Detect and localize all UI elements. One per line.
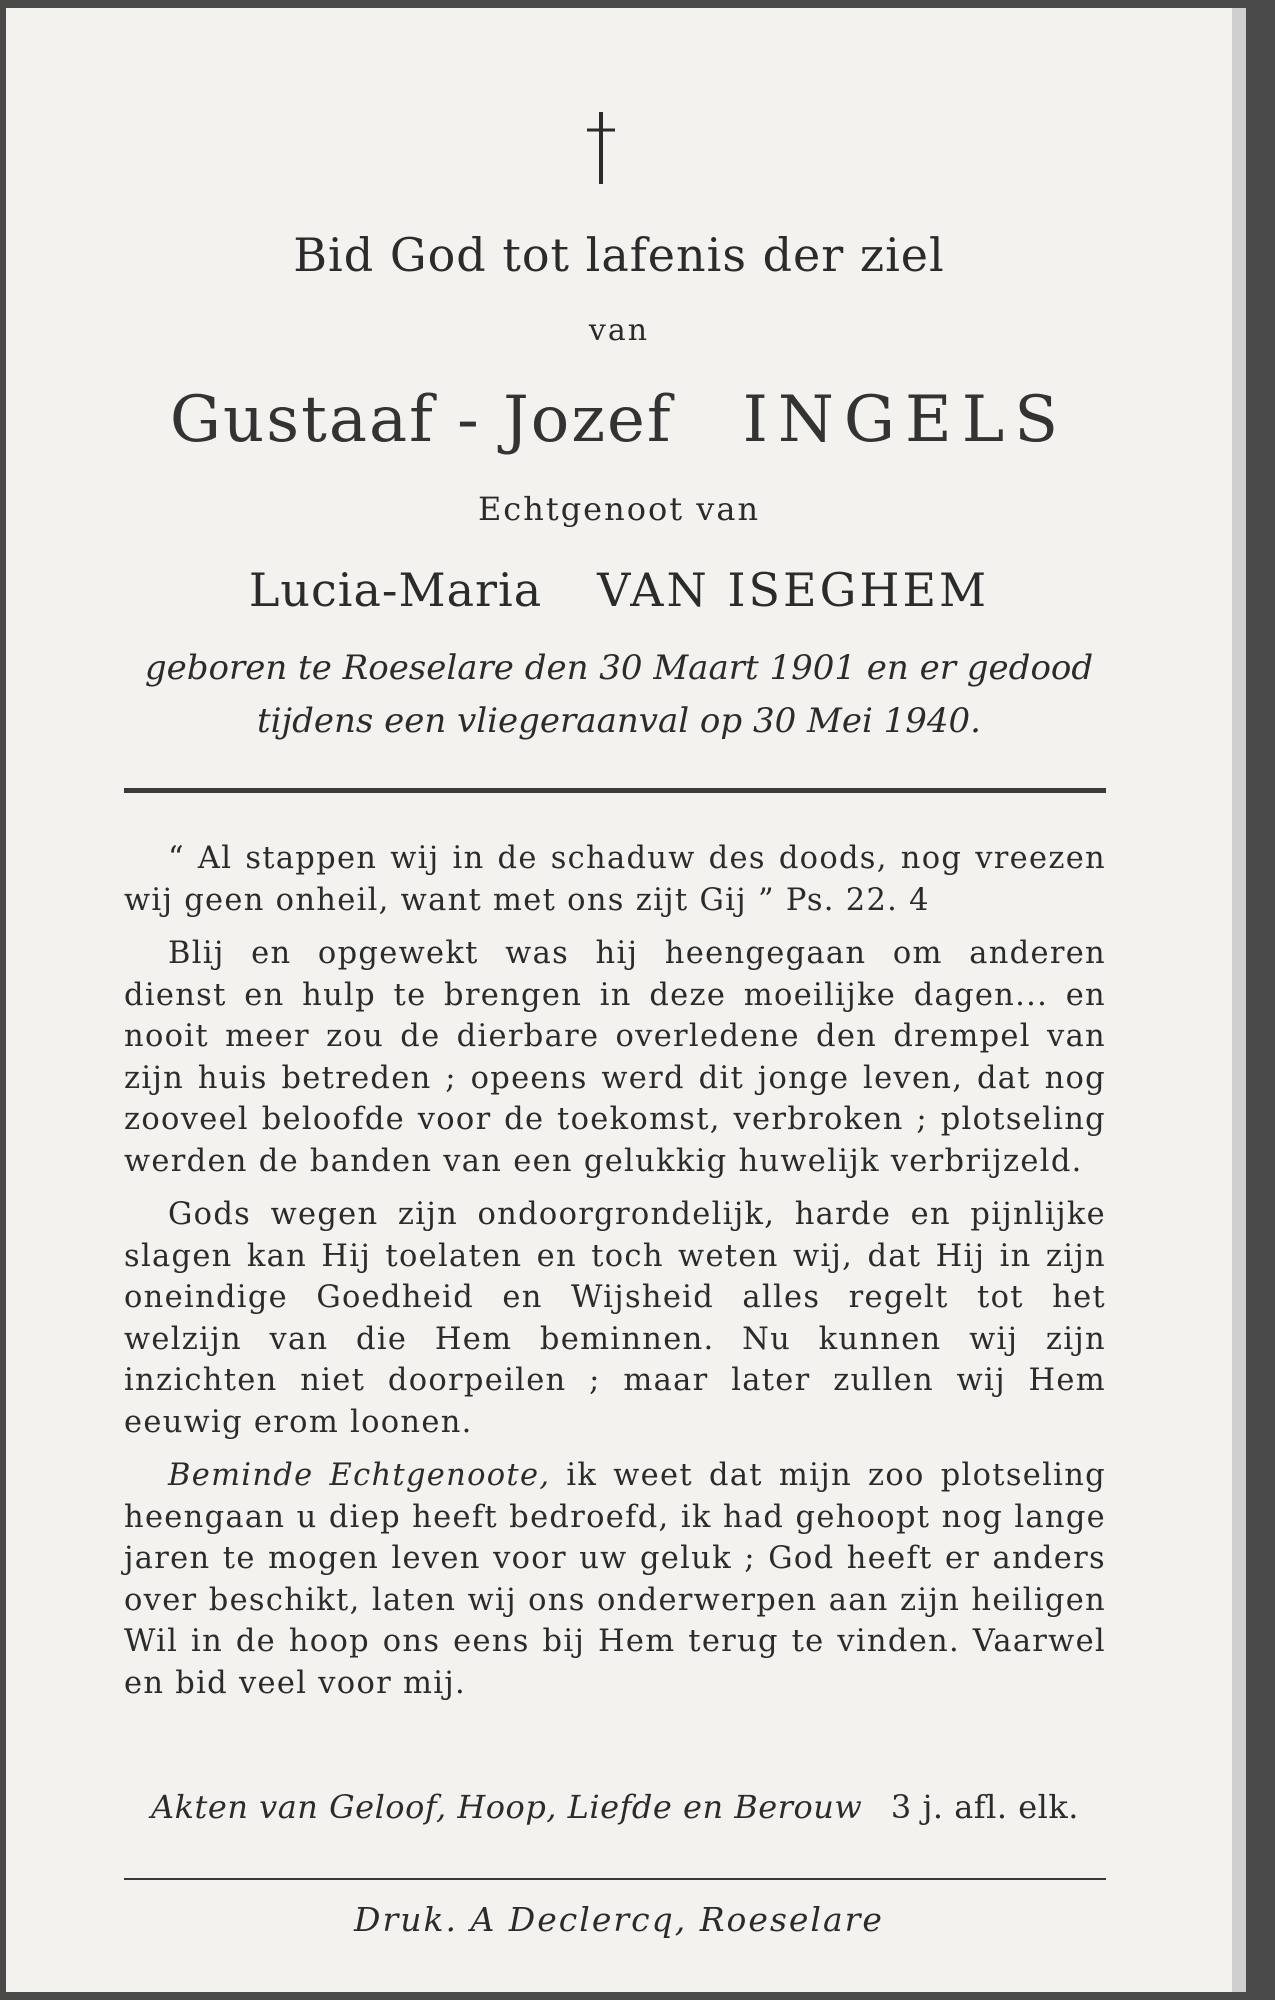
spouse-first-name: Lucia-Maria: [248, 563, 543, 617]
paragraph-2: Gods wegen zijn ondoorgrondelijk, harde en pijnlijke slagen kan Hij toelaten en toch weten wij, dat Hij in zijn oneindige Goedheid en Wijsheid alles regelt tot het welzijn van die Hem beminnen. Nu kunnen wij zijn inzichten niet doorpeilen ; maar later zullen wij Hem eeuwig erom loonen.: [124, 1197, 1106, 1440]
spouse-label: Echtgenoot van: [477, 490, 761, 528]
paragraph-3-rest: ik weet dat mijn zoo plotseling heengaan u diep heeft bedroefd, ik had gehoopt nog lange jaren te mogen leven voor uw geluk ; God heeft er anders over beschikt, laten wij ons onderwerpen aan zijn heiligen Wil in de hoop ons eens bij Hem terug te vinden. Vaarwel en bid veel voor mij.: [124, 1458, 1106, 1701]
spouse-surname: VAN ISEGHEM: [597, 563, 990, 617]
spouse-name: [6, 563, 1232, 617]
paragraph-3: [124, 1455, 1106, 1704]
printer-credit: Druk. A Declercq, Roeselare: [354, 1900, 884, 1939]
van-label: van: [588, 313, 650, 348]
indulgence-acts: Akten van Geloof, Hoop, Liefde en Berouw: [151, 1788, 863, 1826]
psalm-quote: “ Al stappen wij in de schaduw des doods, nog vreezen wij geen onheil, want met ons zijt Gij ” Ps. 22. 4: [124, 841, 1106, 918]
divider-bottom: [124, 1878, 1106, 1880]
paragraph-3-lead: Beminde Echtgenoote,: [168, 1458, 551, 1493]
deceased-name: [6, 383, 1232, 457]
deceased-first-name: Gustaaf - Jozef: [169, 383, 673, 457]
memorial-card: [6, 8, 1246, 1992]
deceased-surname: INGELS: [742, 383, 1069, 457]
indulgence-duration: 3 j. afl. elk.: [890, 1788, 1079, 1826]
body-text: [124, 838, 1106, 1716]
paragraph-1: Blij en opgewekt was hij heengegaan om anderen dienst en hulp te brengen in deze moeilijke dagen... en nooit meer zou de dierbare overledene den drempel van zijn huis betreden ; opeens werd dit jonge leven, dat nog zooveel beloofde voor de toekomst, verbroken ; plotseling werden de banden van een gelukkig huwelijk verbrijzeld.: [124, 936, 1106, 1179]
birth-line-1: geboren te Roeselare den 30 Maart 1901 en er gedood: [144, 648, 1094, 688]
divider-top: [124, 788, 1106, 793]
birth-line-2: tijdens een vliegeraanval op 30 Mei 1940.: [257, 701, 981, 741]
cross-icon: [581, 108, 621, 188]
prayer-intro: Bid God tot lafenis der ziel: [293, 228, 945, 282]
indulgence-line: [124, 1788, 1106, 1826]
